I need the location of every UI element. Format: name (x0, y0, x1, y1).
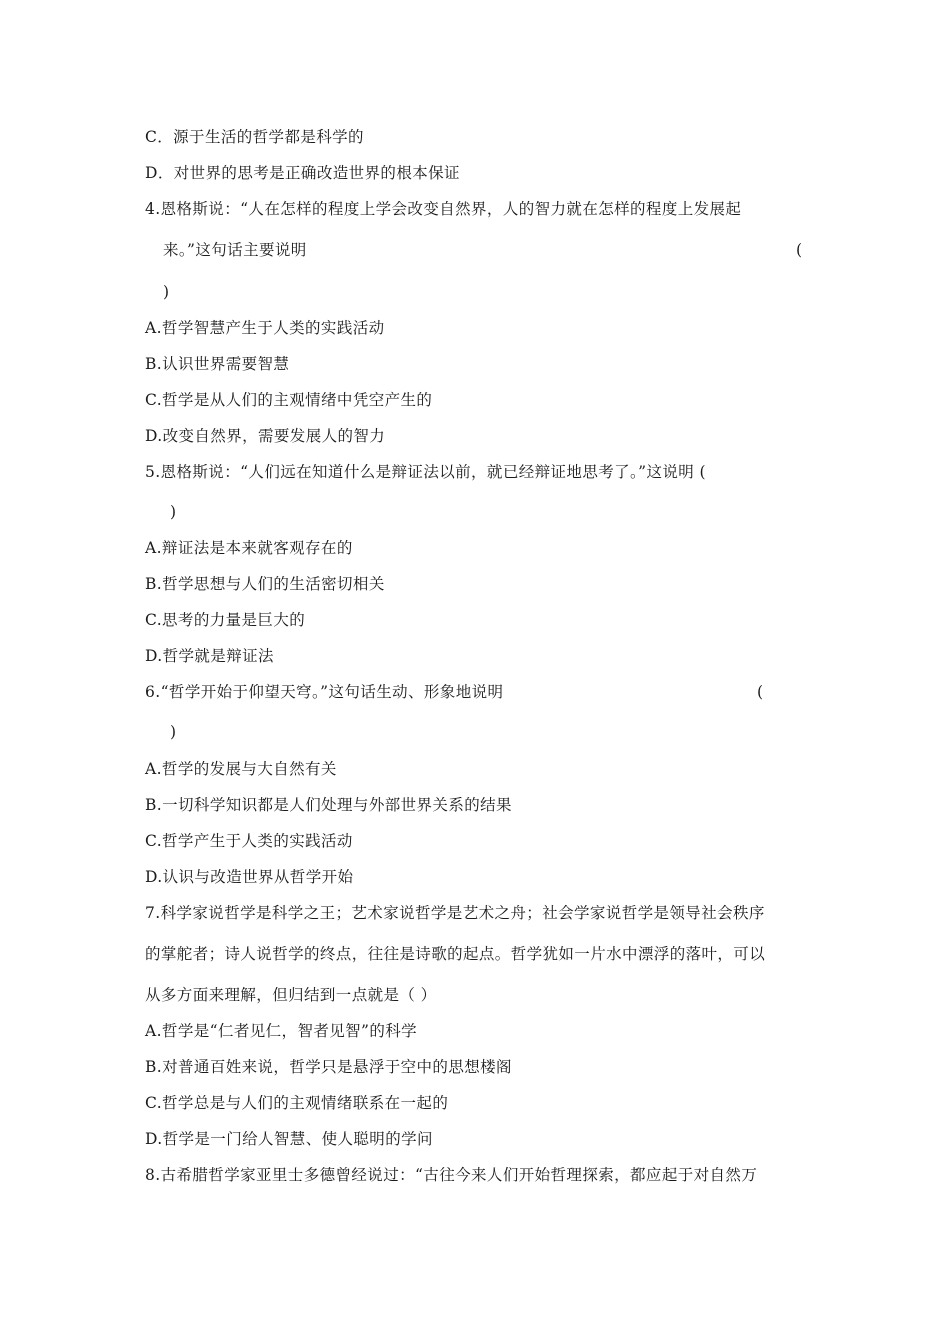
q7-option-b: B.对普通百姓来说，哲学只是悬浮于空中的思想楼阁 (145, 1058, 512, 1076)
q4-answer-paren-close: ) (163, 283, 170, 301)
q4-option-a: A.哲学智慧产生于人类的实践活动 (145, 319, 385, 337)
q5-answer-paren-close: ) (170, 503, 177, 521)
q8-stem-line1: 8.古希腊哲学家亚里士多德曾经说过：“古往今来人们开始哲理探索，都应起于对自然万 (145, 1166, 758, 1184)
q4-option-d: D.改变自然界，需要发展人的智力 (145, 427, 386, 445)
q6-option-d: D.认识与改造世界从哲学开始 (145, 868, 354, 886)
q4-stem-line1: 4.恩格斯说：“人在怎样的程度上学会改变自然界，人的智力就在怎样的程度上发展起 (145, 200, 742, 218)
q7-option-a: A.哲学是“仁者见仁，智者见智”的科学 (145, 1022, 418, 1040)
q6-option-c: C.哲学产生于人类的实践活动 (145, 832, 353, 850)
q4-stem-line2: 来。”这句话主要说明 (163, 241, 307, 259)
q4-option-c: C.哲学是从人们的主观情绪中凭空产生的 (145, 391, 433, 409)
q6-answer-paren-close: ) (170, 723, 177, 741)
q7-option-c: C.哲学总是与人们的主观情绪联系在一起的 (145, 1094, 449, 1112)
q6-answer-paren-open: ( (757, 683, 764, 701)
q3-option-d: D．对世界的思考是正确改造世界的根本保证 (145, 164, 460, 182)
q4-option-b: B.认识世界需要智慧 (145, 355, 290, 373)
q4-answer-paren-open: ( (796, 241, 803, 259)
q5-stem-line1: 5.恩格斯说：“人们远在知道什么是辩证法以前，就已经辩证地思考了。”这说明 ( (145, 463, 706, 481)
q5-option-a: A.辩证法是本来就客观存在的 (145, 539, 353, 557)
q7-stem-line1: 7.科学家说哲学是科学之王；艺术家说哲学是艺术之舟；社会学家说哲学是领导社会秩序 (145, 904, 765, 922)
q6-option-b: B.一切科学知识都是人们处理与外部世界关系的结果 (145, 796, 512, 814)
q6-stem-line1: 6.“哲学开始于仰望天穹。”这句话生动、形象地说明 (145, 683, 504, 701)
q3-option-c: C．源于生活的哲学都是科学的 (145, 128, 364, 146)
q6-option-a: A.哲学的发展与大自然有关 (145, 760, 337, 778)
q5-option-d: D.哲学就是辩证法 (145, 647, 274, 665)
q7-option-d: D.哲学是一门给人智慧、使人聪明的学问 (145, 1130, 433, 1148)
q5-option-b: B.哲学思想与人们的生活密切相关 (145, 575, 385, 593)
q7-stem-line2: 的掌舵者；诗人说哲学的终点，往往是诗歌的起点。哲学犹如一片水中漂浮的落叶，可以 (145, 945, 766, 963)
q7-stem-line3: 从多方面来理解，但归结到一点就是（ ） (145, 986, 437, 1004)
q5-option-c: C.思考的力量是巨大的 (145, 611, 306, 629)
